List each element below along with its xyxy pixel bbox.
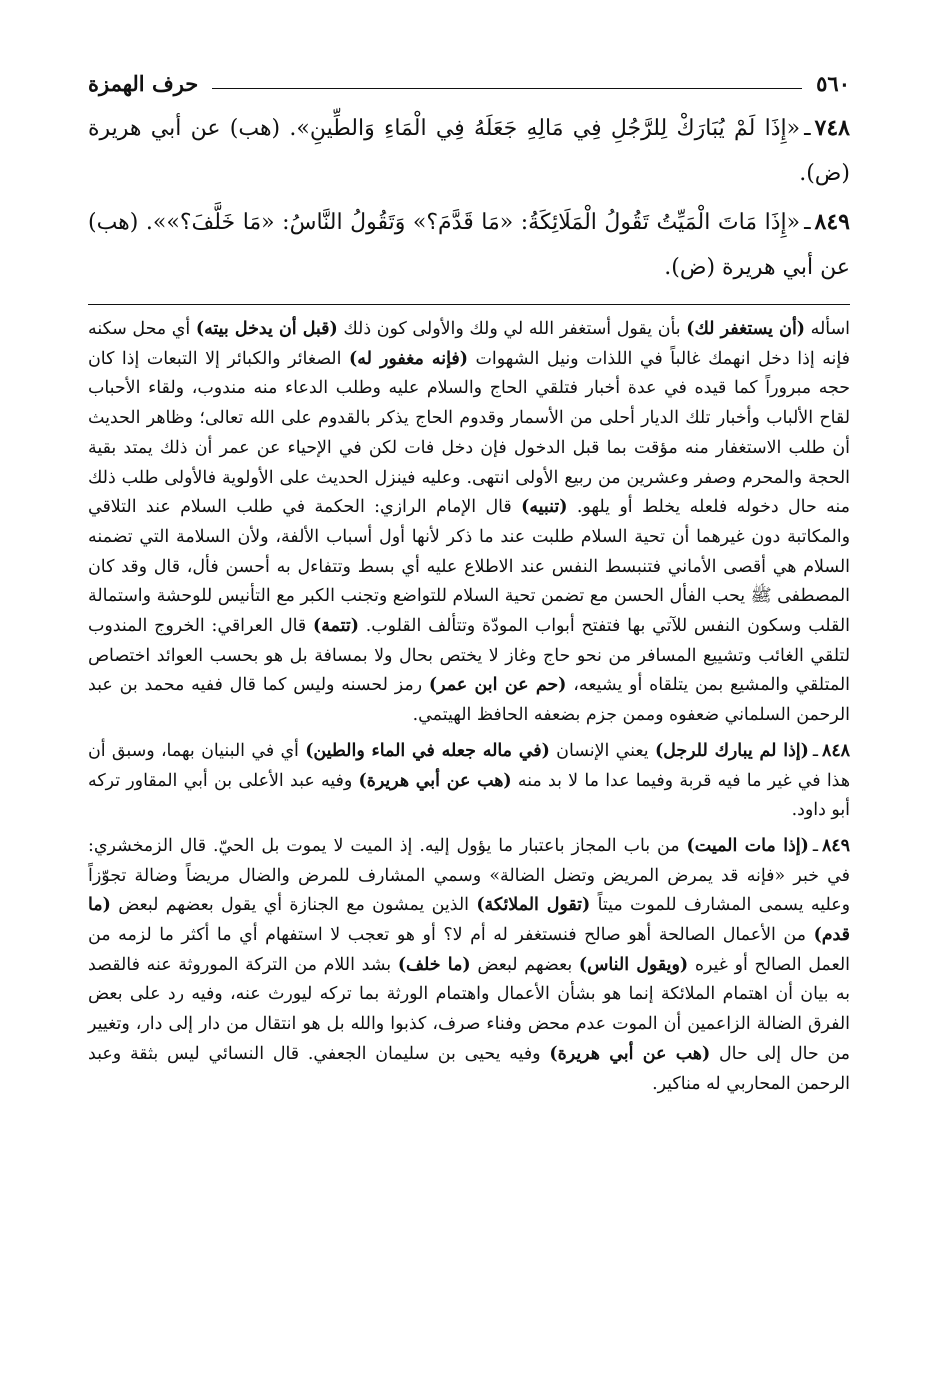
commentary-quote: (ما خلف) xyxy=(397,954,471,975)
hadith-text: «إِذَا لَمْ يُبَارَكْ لِلرَّجُلِ فِي مَالِهِ جَعَلَهُ فِي الْمَاءِ وَالطِّينِ». (هب) عن أبي هريرة (ض). xyxy=(88,116,850,186)
commentary-text: من الأعمال الصالحة أهو صالح فنستغفر له أم لا؟ أو هو تعجب لا استفهام أي ما أكثر ما لزمه من العمل الصالح أو غيره xyxy=(88,925,851,975)
commentary-text: اسأله xyxy=(805,319,850,339)
commentary-text: الذين يمشون مع الجنازة أي يقول بعضهم لبعض xyxy=(110,895,477,916)
section-divider xyxy=(88,304,850,305)
commentary-section xyxy=(88,315,850,1099)
commentary-text: قال الإمام الرازي: الحكمة في طلب السلام عند التلاقي والمكاتبة دون غيرهما أن تحية السلام طلبت عند ما ذكر لأنها أول أسباب الألفة، ولأن السلامة التي تضمنه السلام هي أقصى الأماني فتنبسط النفس عند الاطلاع عليه أي بسط وتتفاءل به أحسن فأل، قال وقد كان المصطفى ﷺ يحب الفأل الحسن مع تضمن تحية السلام للتواضع وتجنب الكبر مع التأنيس للوحشة واستمالة القلب وسكون النفس للآتي بها فتفتح أبواب المودّة وتتألف القلوب. xyxy=(88,497,850,637)
commentary-paragraph: ٨٤٨ـ(إذا لم يبارك للرجل) يعني الإنسان (في ماله جعله في الماء والطين) أي في البنيان بهما، وسبق أن هذا في غير ما فيه قربة وفيما عدا ما لا بد منه (هب عن أبي هريرة) وفيه عبد الأعلى بن أبي المقاور تركه أبو داود. xyxy=(88,740,851,821)
commentary-quote: (إذا مات الميت) xyxy=(686,835,809,856)
hadith-entry: ٧٤٨ـ«إِذَا لَمْ يُبَارَكْ لِلرَّجُلِ فِي مَالِهِ جَعَلَهُ فِي الْمَاءِ وَالطِّينِ». (هب) عن أبي هريرة (ض). xyxy=(88,115,850,186)
commentary-quote: (هب عن أبي هريرة) xyxy=(358,770,512,791)
running-header xyxy=(88,62,850,96)
commentary-text: رمز لحسنه وليس كما قال ففيه محمد بن عبد الرحمن السلماني ضعفوه وممن جزم بضعفه الحافظ الهيتمي. xyxy=(88,675,850,726)
commentary-quote: (فإنه مغفور له) xyxy=(349,348,468,369)
commentary-quote: (هب عن أبي هريرة) xyxy=(549,1043,711,1064)
hadith-section xyxy=(88,106,850,290)
commentary-text: بشد اللام من التركة الموروثة عنه فالقصد به بيان أن اهتمام الملائكة إنما هو بشأن الأعمال واهتمام الورثة بما تركه ليورث عنه، وفيه رد على بعض الفرق الضالة الزاعمين أن الموت عدم محض وفناء صرف، كذبوا والله بل هو انتقال من دار إلى دار، وتغيير من حال إلى حال xyxy=(88,954,850,1064)
commentary-number: ٨٤٩ xyxy=(821,835,850,856)
commentary-quote: (قبل أن يدخل بيته) xyxy=(195,319,338,339)
hadith-text: «إِذَا مَاتَ الْمَيِّتُ تَقُولُ الْمَلَائِكَةُ: «مَا قَدَّمَ؟» وَتَقُولُ النَّاسُ: «مَا خَلَّفَ؟»». (هب) عن أبي هريرة (ض). xyxy=(88,210,850,280)
commentary-quote: (أن يستغفر لك) xyxy=(686,319,806,339)
commentary-quote: (حم عن ابن عمر) xyxy=(428,675,567,696)
commentary-text: بأن يقول أستغفر الله لي ولك والأولى كون ذلك xyxy=(337,319,687,339)
commentary-quote: (تقول الملائكة) xyxy=(476,895,591,916)
hadith-number: ٧٤٨ xyxy=(814,115,850,141)
commentary-number: ٨٤٨ xyxy=(821,740,851,761)
commentary-text: أي في البنيان بهما، وسبق أن هذا في غير ما فيه قربة وفيما عدا ما لا بد منه xyxy=(88,740,850,791)
commentary-quote: (ما قدم) xyxy=(88,895,850,946)
commentary-quote: (في ماله جعله في الماء والطين) xyxy=(305,740,550,761)
commentary-quote: (إذا لم يبارك للرجل) xyxy=(654,740,809,761)
commentary-text: أي محل سكنه فإنه إذا دخل انهمك غالباً في اللذات ونيل الشهوات xyxy=(88,319,850,369)
commentary-text: من باب المجاز باعتبار ما يؤول إليه. إذ الميت لا يموت بل الحيّ. قال الزمخشري: في خبر «فإنه قد يمرض المريض وتضل الضالة» وسمي المشارف للمرض والضال مريضاً وضالة تجوّزاً وعليه يسمى المشارف للموت ميتاً xyxy=(88,835,850,916)
hadith-number: ٨٤٩ xyxy=(814,209,850,235)
commentary-text: بعضهم لبعض xyxy=(470,954,579,975)
commentary-quote: (تتمة) xyxy=(313,616,359,637)
commentary-text: وفيه يحيى بن سليمان الجعفي. قال النسائي ليس بثقة وعبد الرحمن المحاربي له مناكير. xyxy=(88,1043,850,1094)
page-number: ٥٦٠ xyxy=(816,71,850,96)
chapter-title: حرف الهمزة xyxy=(88,71,199,96)
commentary-text: يعني الإنسان xyxy=(549,740,655,761)
hadith-entry: ٨٤٩ـ«إِذَا مَاتَ الْمَيِّتُ تَقُولُ الْمَلَائِكَةُ: «مَا قَدَّمَ؟» وَتَقُولُ النَّاسُ: «مَا خَلَّفَ؟»». (هب) عن أبي هريرة (ض). xyxy=(88,209,850,280)
commentary-text: وفيه عبد الأعلى بن أبي المقاور تركه أبو داود. xyxy=(88,770,850,821)
commentary-quote: (تنبيه) xyxy=(521,497,568,518)
header-rule xyxy=(212,88,802,89)
commentary-paragraph xyxy=(88,315,850,731)
commentary-text: قال العراقي: الخروج المندوب لتلقي الغائب وتشييع المسافر من نحو حاج وغاز لا يختص بحال ولا بمسافة بل هو بحسب العوائد اختصاص المتلقي والمشيع بمن يتلقاه أو يشيعه، xyxy=(88,616,850,696)
commentary-text: الصغائر والكبائر إلا التبعات إذا كان حجه مبروراً كما قيده في عدة أخبار فتلقي الحاج والسلام عليه وطلب الدعاء منه مندوب، ولقاء الأحباب لقاح الألباب وأخبار تلك الديار أحلى من الأسمار وقدوم الحاج يذكر بالقدوم على الله تعالى؛ وظاهر الحديث أن طلب الاستغفار منه مؤقت بما قبل الدخول فإن دخل فات لكن في الإحياء عن عمر أن ذلك يمتد بقية الحجة والمحرم وصفر وعشرين من ربيع الأولى انتهى. وعليه فينزل الحديث على الأولوية فالأولى طلب ذلك منه حال دخوله فلعله يخلط أو يلهو. xyxy=(88,348,850,518)
commentary-paragraph: ٨٤٩ـ(إذا مات الميت) من باب المجاز باعتبار ما يؤول إليه. إذ الميت لا يموت بل الحيّ. قال الزمخشري: في خبر «فإنه قد يمرض المريض وتضل الضالة» وسمي المشارف للمرض والضال مريضاً وضالة تجوّزاً وعليه يسمى المشارف للموت ميتاً (تقول الملائكة) الذين يمشون مع الجنازة أي يقول بعضهم لبعض (ما قدم) من الأعمال الصالحة أهو صالح فنستغفر له أم لا؟ أو هو تعجب لا استفهام أي ما أكثر ما لزمه من العمل الصالح أو غيره (ويقول الناس) بعضهم لبعض (ما خلف) بشد اللام من التركة الموروثة عنه فالقصد به بيان أن اهتمام الملائكة إنما هو بشأن الأعمال واهتمام الورثة بما تركه ليورث عنه، وفيه رد على بعض الفرق الضالة الزاعمين أن الموت عدم محض وفناء صرف، كذبوا والله بل هو انتقال من دار إلى دار، وتغيير من حال إلى حال (هب عن أبي هريرة) وفيه يحيى بن سليمان الجعفي. قال النسائي ليس بثقة وعبد الرحمن المحاربي له مناكير. xyxy=(88,835,851,1094)
commentary-quote: (ويقول الناس) xyxy=(578,954,689,975)
